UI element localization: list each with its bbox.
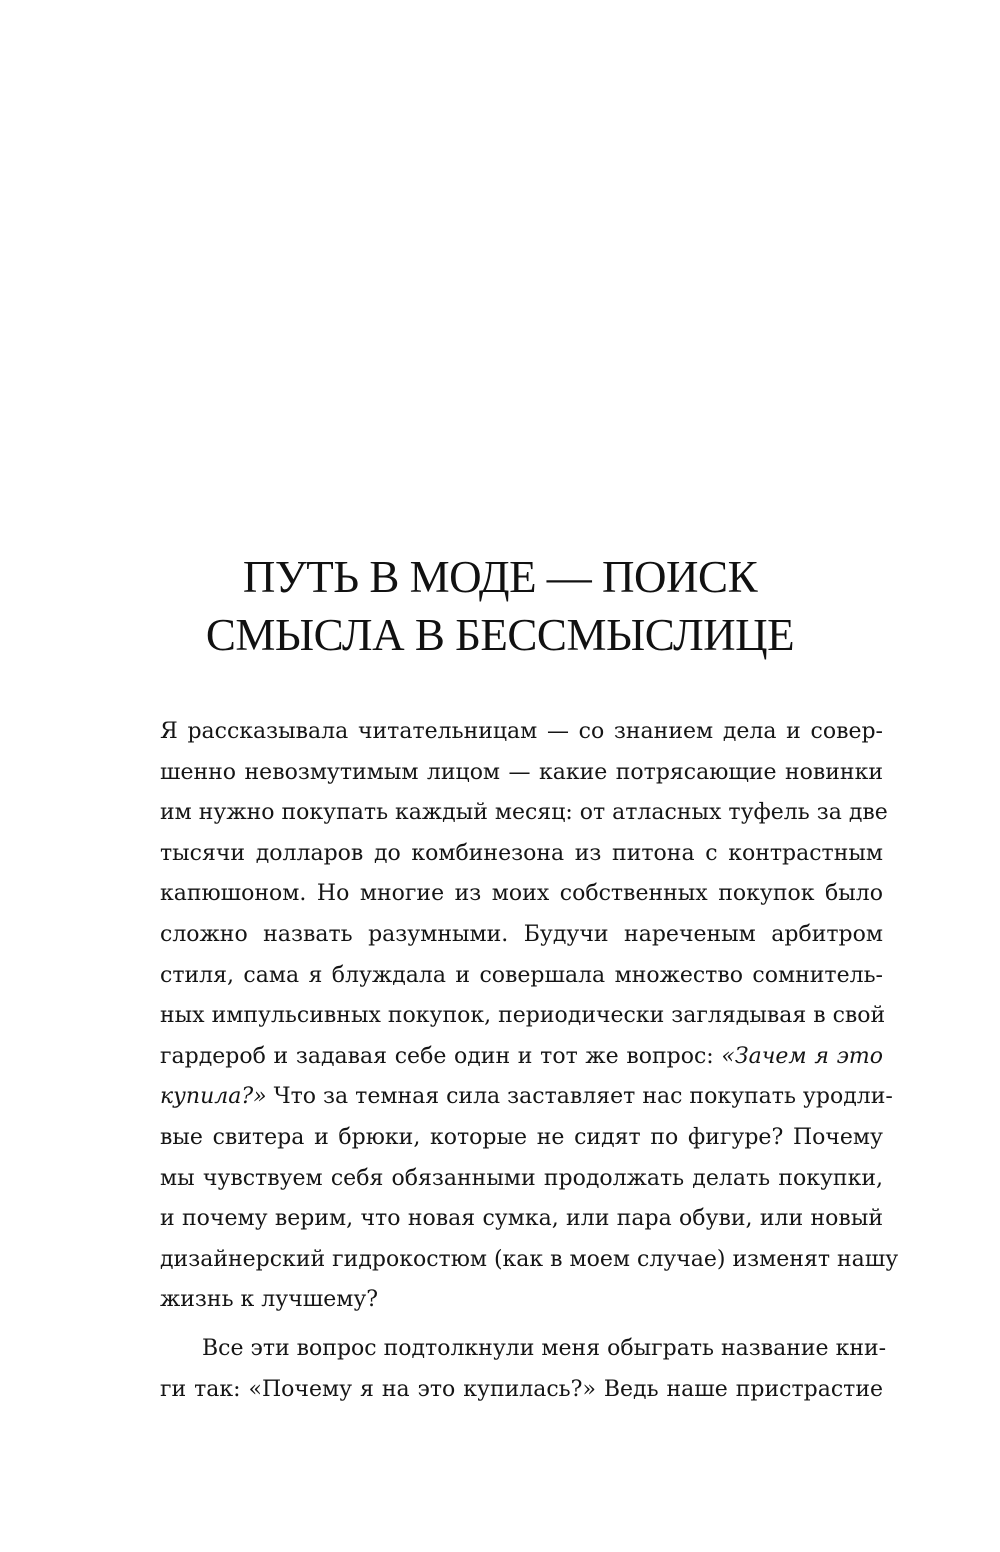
text-line: мы чувствуем себя обязанными продолжать делать покупки, xyxy=(160,1165,883,1191)
italic-quote: «Зачем я это xyxy=(721,1043,883,1069)
text-line: дизайнерский гидрокостюм (как в моем случае) изменят нашу xyxy=(160,1246,899,1272)
text-line: Все эти вопрос подтолкнули меня обыграть название кни- xyxy=(202,1335,887,1361)
text-line: шенно невозмутимым лицом — какие потрясающие новинки xyxy=(160,759,883,785)
text-line: капюшоном. Но многие из моих собственных покупок было xyxy=(160,881,883,907)
italic-quote: купила?» xyxy=(160,1084,267,1110)
text-line: ных импульсивных покупок, периодически заглядывая в свой xyxy=(160,1003,886,1029)
text-segment: Что за темная сила заставляет нас покупать уродли- xyxy=(273,1084,893,1110)
text-line: жизнь к лучшему? xyxy=(160,1287,379,1313)
text-line: сложно назвать разумными. Будучи нареченым арбитром xyxy=(160,921,883,947)
text-segment: гардероб и задавая себе один и тот же вопрос: xyxy=(160,1043,714,1069)
text-line: им нужно покупать каждый месяц: от атласных туфель за две xyxy=(160,800,888,826)
text-line: ги так: «Почему я на это купилась?» Ведь наше пристрастие xyxy=(160,1376,883,1402)
chapter-title-line-1: ПУТЬ В МОДЕ — ПОИСК xyxy=(242,552,758,602)
paragraph-1 xyxy=(160,712,899,1321)
text-line-with-quote-start xyxy=(160,1037,883,1078)
text-line-with-quote-end xyxy=(160,1077,893,1118)
text-line: и почему верим, что новая сумка, или пара обуви, или новый xyxy=(160,1206,883,1232)
paragraph-2 xyxy=(160,1329,887,1410)
text-line: тысячи долларов до комбинезона из питона с контрастным xyxy=(160,840,883,866)
body-text xyxy=(160,712,899,1410)
text-line: Я рассказывала читательницам — со знанием дела и совер- xyxy=(160,719,883,744)
text-line: вые свитера и брюки, которые не сидят по фигуре? Почему xyxy=(160,1124,883,1150)
chapter-title-line-2: СМЫСЛА В БЕССМЫСЛИЦЕ xyxy=(205,610,795,660)
chapter-title xyxy=(0,548,1000,664)
text-line: стиля, сама я блуждала и совершала множество сомнитель- xyxy=(160,962,883,988)
